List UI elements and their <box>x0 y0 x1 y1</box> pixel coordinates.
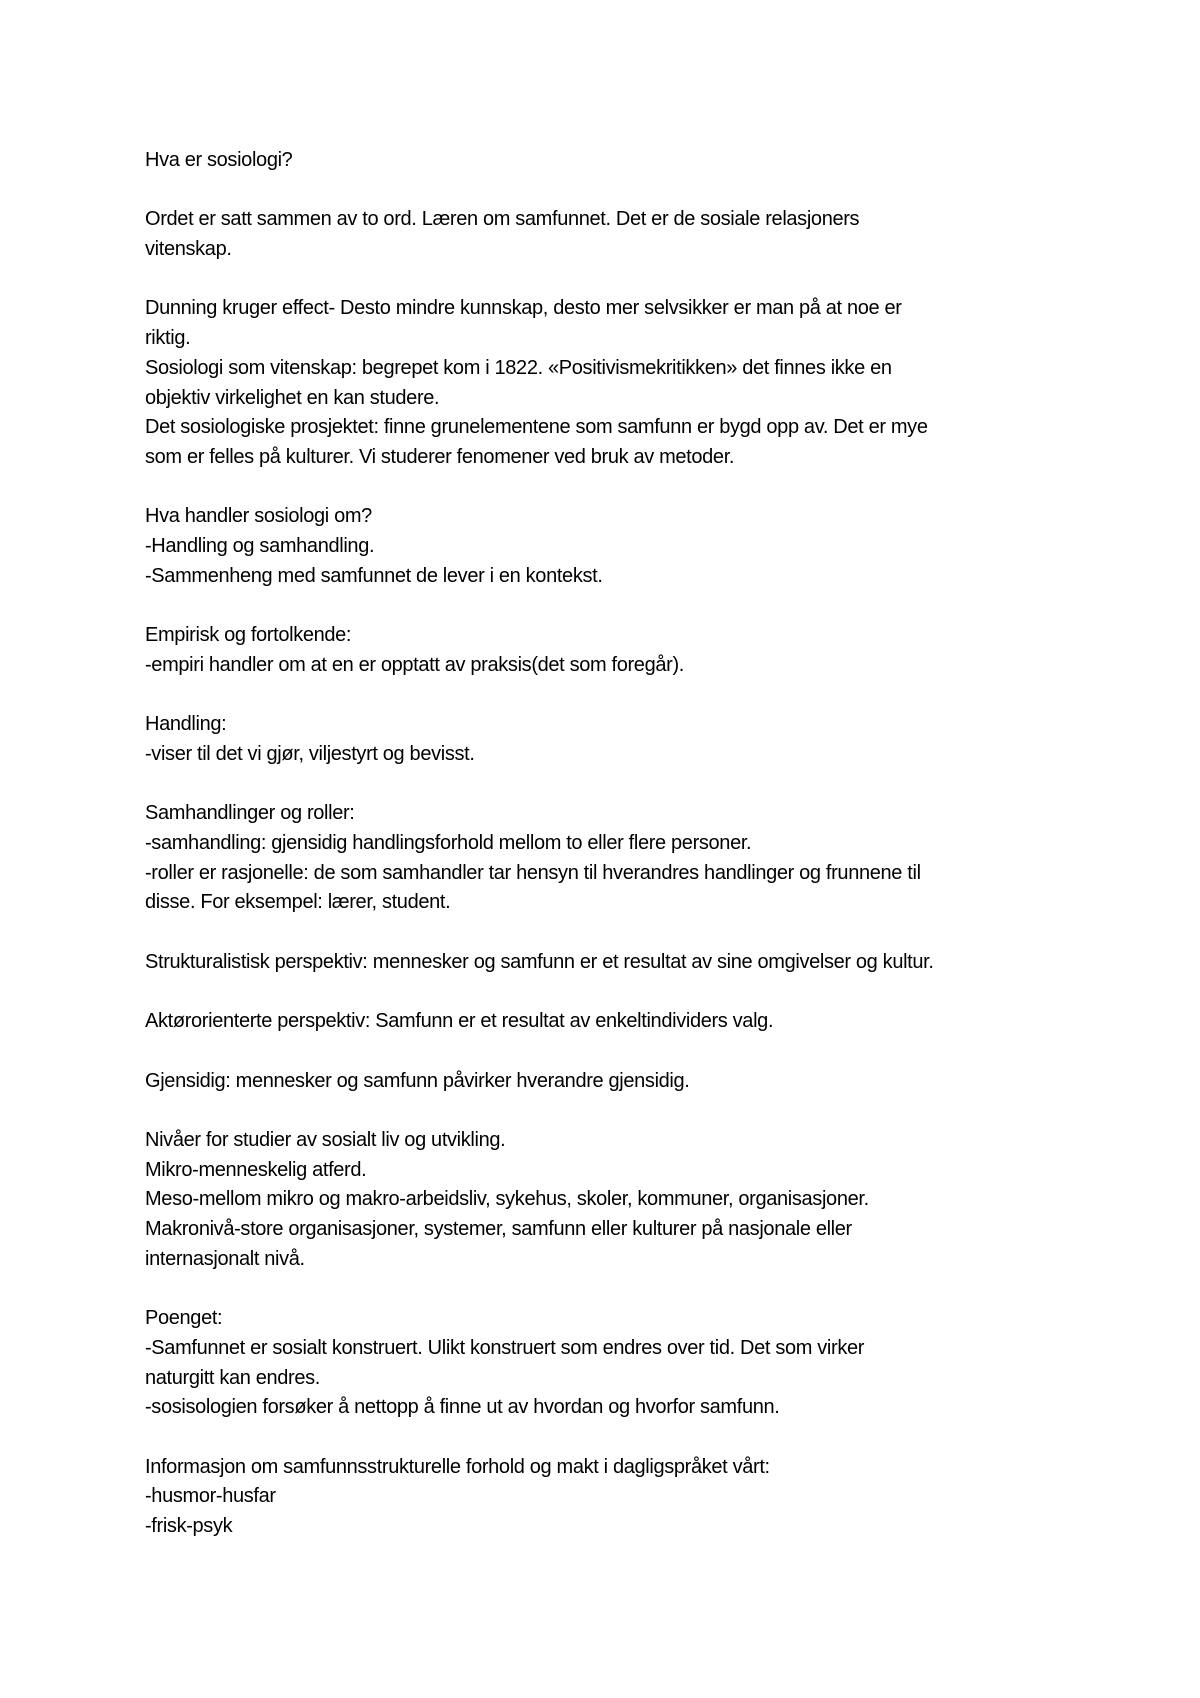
text-line: Sosiologi som vitenskap: begrepet kom i 1822. «Positivismekritikken» det finnes ikke en <box>145 356 892 379</box>
blank-line <box>145 265 1085 295</box>
text-line: Informasjon om samfunnsstrukturelle forhold og makt i dagligspråket vårt: <box>145 1455 770 1478</box>
text-line: objektiv virkelighet en kan studere. <box>145 386 440 409</box>
text-line: -Sammenheng med samfunnet de lever i en kontekst. <box>145 564 603 587</box>
text-line: Samhandlinger og roller: <box>145 802 355 825</box>
text-line: Poenget: <box>145 1307 223 1330</box>
text-line: -roller er rasjonelle: de som samhandler tar hensyn til hverandres handlinger og frunnene til <box>145 861 921 884</box>
text-line: vitenskap. <box>145 238 232 261</box>
blank-line <box>145 978 1085 1008</box>
text-line: -samhandling: gjensidig handlingsforhold mellom to eller flere personer. <box>145 832 752 855</box>
text-line: som er felles på kulturer. Vi studerer fenomener ved bruk av metoder. <box>145 446 735 468</box>
text-line: Hva handler sosiologi om? <box>145 505 372 528</box>
text-line: internasjonalt nivå. <box>145 1247 305 1270</box>
blank-line <box>145 1096 1085 1126</box>
text-line: naturgitt kan endres. <box>145 1366 320 1389</box>
blank-line <box>145 473 1085 503</box>
blank-line <box>145 918 1085 948</box>
text-line: -husmor-husfar <box>145 1485 276 1508</box>
text-line: Meso-mellom mikro og makro-arbeidsliv, sykehus, skoler, kommuner, organisasjoner. <box>145 1188 869 1211</box>
text-line: Strukturalistisk perspektiv: mennesker og samfunn er et resultat av sine omgivelser og kultur. <box>145 950 934 973</box>
text-line: Det sosiologiske prosjektet: finne grunelementene som samfunn er bygd opp av. Det er mye <box>145 416 928 439</box>
text-line: Makronivå-store organisasjoner, systemer, samfunn eller kulturer på nasjonale eller <box>145 1218 852 1241</box>
text-line: riktig. <box>145 327 191 350</box>
text-line: Empirisk og fortolkende: <box>145 624 352 647</box>
text-line: Handling: <box>145 713 227 736</box>
text-line: disse. For eksempel: lærer, student. <box>145 891 451 914</box>
text-line: Gjensidig: mennesker og samfunn påvirker hverandre gjensidig. <box>145 1069 690 1092</box>
blank-line <box>145 1037 1085 1067</box>
text-line: Ordet er satt sammen av to ord. Læren om samfunnet. Det er de sosiale relasjoners <box>145 208 860 231</box>
text-line: Nivåer for studier av sosialt liv og utvikling. <box>145 1129 506 1152</box>
blank-line <box>145 176 1085 206</box>
text-line: Aktørorienterte perspektiv: Samfunn er et resultat av enkeltindividers valg. <box>145 1010 774 1033</box>
text-line: -empiri handler om at en er opptatt av praksis(det som foregår). <box>145 653 684 676</box>
blank-line <box>145 770 1085 800</box>
text-line: -Handling og samhandling. <box>145 535 375 558</box>
blank-line <box>145 1423 1085 1453</box>
text-line: Hva er sosiologi? <box>145 149 293 171</box>
text-line: -Samfunnet er sosialt konstruert. Ulikt konstruert som endres over tid. Det som virker <box>145 1336 865 1359</box>
blank-line <box>145 681 1085 711</box>
text-line: Mikro-menneskelig atferd. <box>145 1158 367 1181</box>
text-line: -frisk-psyk <box>145 1515 233 1538</box>
blank-line <box>145 592 1085 622</box>
text-line: -viser til det vi gjør, viljestyrt og bevisst. <box>145 742 475 765</box>
text-line: -sosisologien forsøker å nettopp å finne ut av hvordan og hvorfor samfunn. <box>145 1396 780 1419</box>
document-body <box>145 146 1085 1542</box>
blank-line <box>145 1275 1085 1305</box>
text-line: Dunning kruger effect- Desto mindre kunnskap, desto mer selvsikker er man på at noe er <box>145 297 902 320</box>
